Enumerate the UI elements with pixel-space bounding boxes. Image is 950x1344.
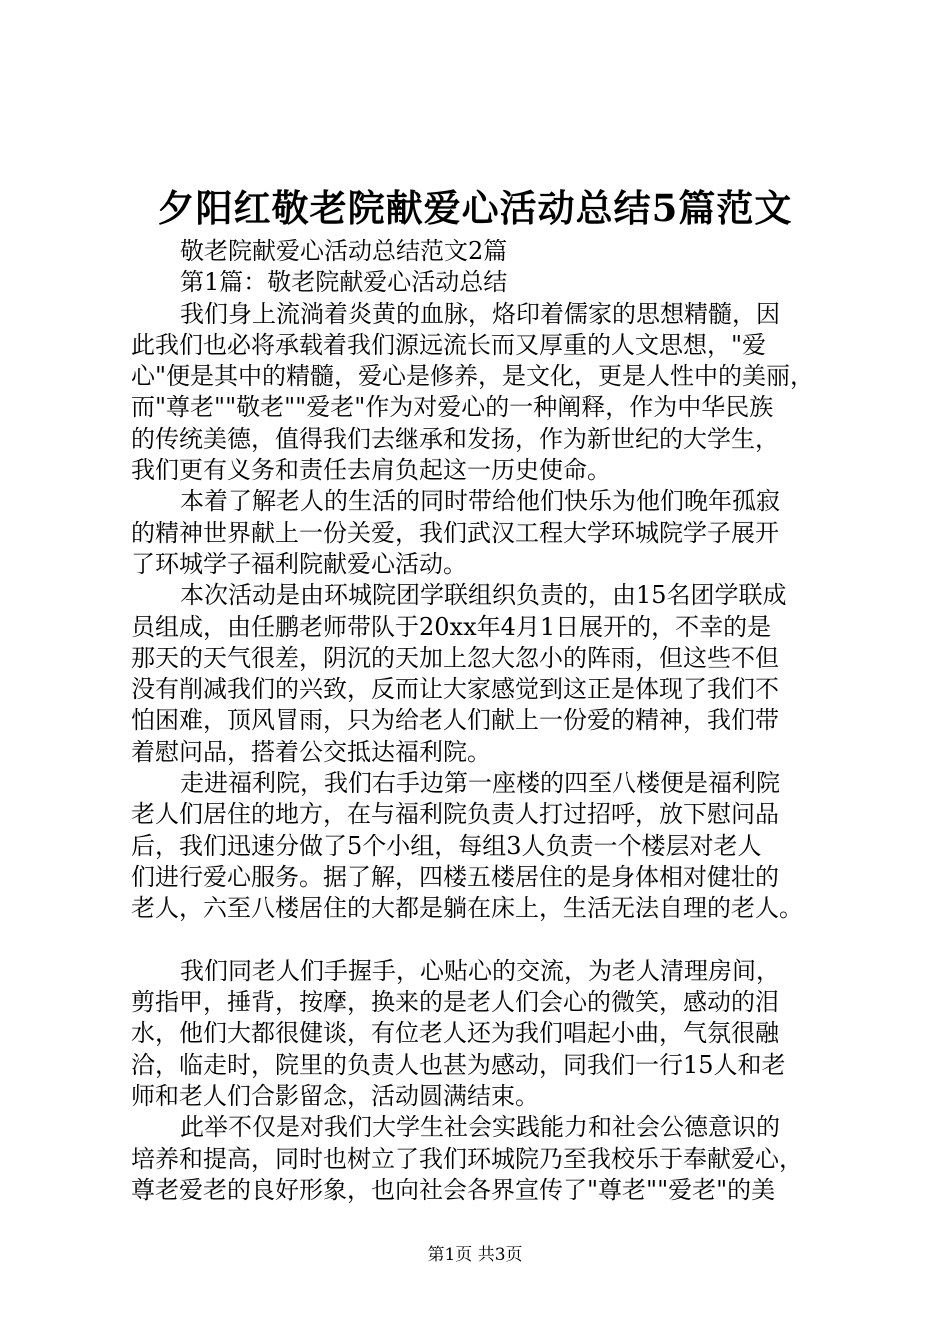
paragraph-line: 培养和提高，同时也树立了我们环城院乃至我校乐于奉献爱心， bbox=[131, 1144, 803, 1173]
paragraph-line: 老人，六至八楼居住的大都是躺在床上，生活无法自理的老人。 bbox=[131, 894, 803, 923]
paragraph-line: 走进福利院，我们右手边第一座楼的四至八楼便是福利院 bbox=[180, 769, 780, 798]
paragraph-line: 我们身上流淌着炎黄的血脉，烙印着儒家的思想精髓，因 bbox=[180, 299, 780, 328]
paragraph-line: 剪指甲，捶背，按摩，换来的是老人们会心的微笑，感动的泪 bbox=[131, 988, 779, 1017]
paragraph-line: 着慰问品，搭着公交抵达福利院。 bbox=[131, 737, 491, 766]
paragraph-line: 洽，临走时，院里的负责人也甚为感动，同我们一行15人和老 bbox=[131, 1050, 786, 1079]
paragraph-line: 员组成，由任鹏老师带队于20xx年4月1日展开的，不幸的是 bbox=[131, 612, 772, 641]
page-footer: 第1页 共3页 bbox=[427, 1245, 523, 1265]
blank-line bbox=[131, 925, 851, 956]
document-title: 夕阳红敬老院献爱心活动总结5篇范文 bbox=[157, 186, 793, 230]
paragraph-line: 后，我们迅速分做了5个小组，每组3人负责一个楼层对老人 bbox=[131, 831, 762, 860]
paragraph-line: 师和老人们合影留念，活动圆满结束。 bbox=[131, 1082, 539, 1111]
paragraph-line: 尊老爱老的良好形象，也向社会各界宣传了"尊老""爱老"的美 bbox=[131, 1175, 776, 1204]
paragraph-line: 了环城学子福利院献爱心活动。 bbox=[131, 549, 467, 578]
subtitle-line: 敬老院献爱心活动总结范文2篇 bbox=[180, 237, 508, 265]
paragraph-line: 那天的天气很差，阴沉的天加上忽大忽小的阵雨，但这些不但 bbox=[131, 643, 779, 672]
paragraph-line: 本次活动是由环城院团学联组织负责的，由15名团学联成 bbox=[180, 581, 787, 610]
paragraph-line: 此举不仅是对我们大学生社会实践能力和社会公德意识的 bbox=[180, 1113, 780, 1142]
paragraph-line: 水，他们大都很健谈，有位老人还为我们唱起小曲，气氛很融 bbox=[131, 1019, 779, 1048]
paragraph-line: 的传统美德，值得我们去继承和发扬，作为新世纪的大学生， bbox=[131, 424, 779, 453]
paragraph-line: 本着了解老人的生活的同时带给他们快乐为他们晚年孤寂 bbox=[180, 487, 780, 516]
paragraph-line: 的精神世界献上一份关爱，我们武汉工程大学环城院学子展开 bbox=[131, 518, 779, 547]
paragraph-line: 我们更有义务和责任去肩负起这一历史使命。 bbox=[131, 456, 611, 485]
paragraph-line: 老人们居住的地方，在与福利院负责人打过招呼，放下慰问品 bbox=[131, 800, 779, 829]
paragraph-line: 没有削减我们的兴致，反而让大家感觉到这正是体现了我们不 bbox=[131, 675, 779, 704]
paragraph-line: 心"便是其中的精髓，爱心是修养，是文化，更是人性中的美丽， bbox=[131, 362, 815, 391]
paragraph-line: 而"尊老""敬老""爱老"作为对爱心的一种阐释，作为中华民族 bbox=[131, 393, 774, 422]
paragraph-line: 怕困难，顶风冒雨，只为给老人们献上一份爱的精神，我们带 bbox=[131, 706, 779, 735]
paragraph-line: 我们同老人们手握手，心贴心的交流，为老人清理房间， bbox=[180, 956, 780, 985]
section-heading: 第1篇：敬老院献爱心活动总结 bbox=[180, 268, 508, 297]
paragraph-line: 们进行爱心服务。据了解，四楼五楼居住的是身体相对健壮的 bbox=[131, 862, 779, 891]
document-body bbox=[131, 236, 851, 1206]
paragraph-line: 此我们也必将承载着我们源远流长而又厚重的人文思想，"爱 bbox=[131, 330, 767, 359]
